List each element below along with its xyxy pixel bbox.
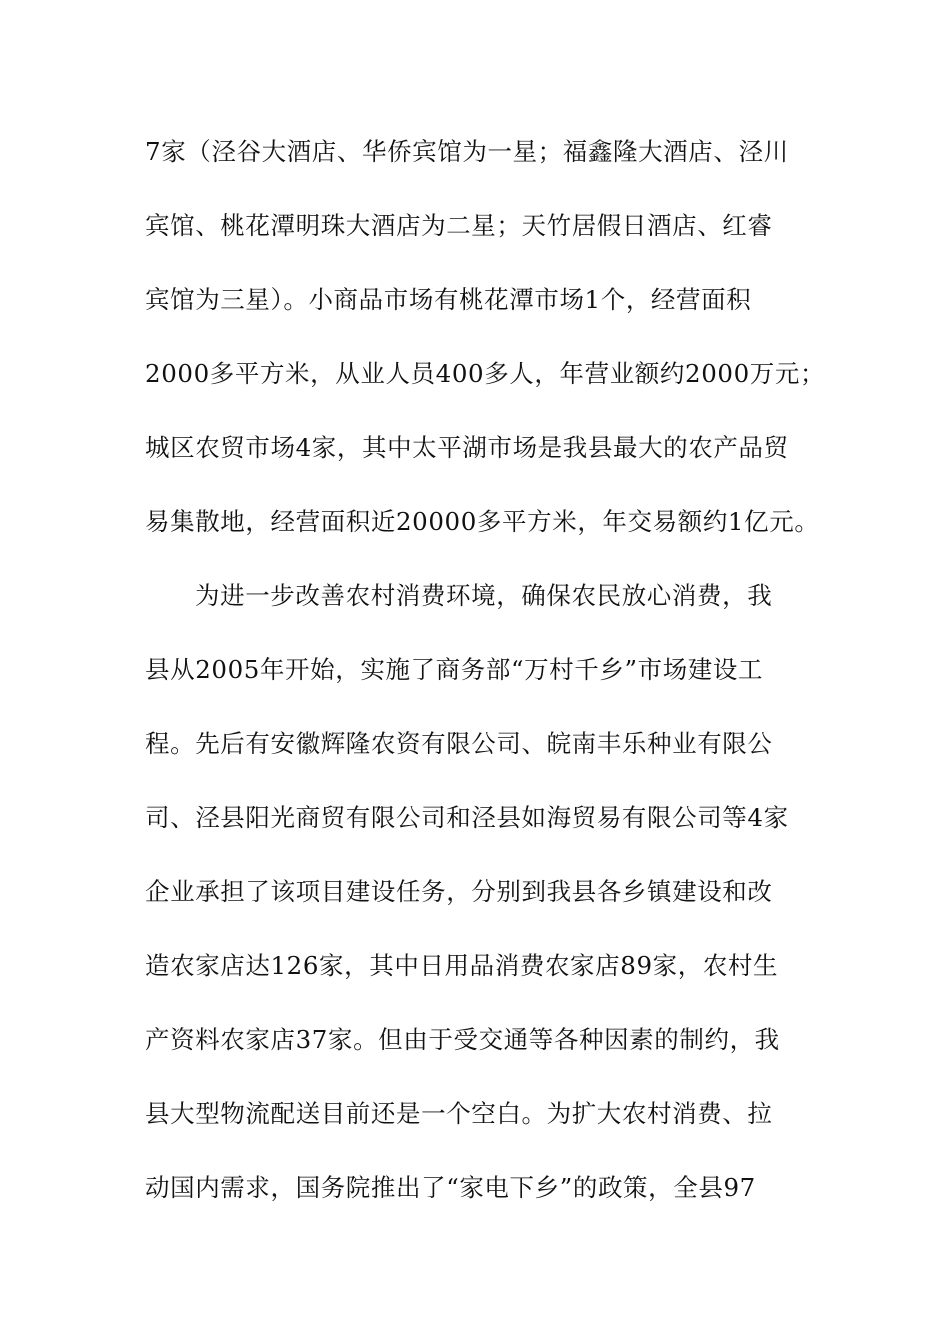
text-line: 动国内需求，国务院推出了“家电下乡”的政策，全县97 — [145, 1173, 756, 1202]
text-line: 企业承担了该项目建设任务，分别到我县各乡镇建设和改 — [145, 877, 773, 906]
paragraph-first-line: 为进一步改善农村消费环境，确保农民放心消费，我 — [195, 581, 773, 610]
text-line: 宾馆为三星）。小商品市场有桃花潭市场1个，经营面积 — [145, 285, 752, 314]
text-line: 程。先后有安徽辉隆农资有限公司、皖南丰乐种业有限公 — [145, 729, 773, 758]
text-line: 7家（泾谷大酒店、华侨宾馆为一星；福鑫隆大酒店、泾川 — [145, 137, 789, 166]
text-line: 司、泾县阳光商贸有限公司和泾县如海贸易有限公司等4家 — [145, 803, 789, 832]
text-line: 宾馆、桃花潭明珠大酒店为二星；天竹居假日酒店、红睿 — [145, 211, 773, 240]
text-line: 2000多平方米，从业人员400多人，年营业额约2000万元； — [145, 359, 826, 388]
text-line: 县大型物流配送目前还是一个空白。为扩大农村消费、拉 — [145, 1099, 773, 1128]
text-line: 城区农贸市场4家，其中太平湖市场是我县最大的农产品贸 — [145, 433, 789, 462]
text-line: 造农家店达126家，其中日用品消费农家店89家，农村生 — [145, 951, 779, 980]
text-line: 易集散地，经营面积近20000多平方米，年交易额约1亿元。 — [145, 507, 820, 536]
body-text — [145, 128, 825, 1238]
text-line: 产资料农家店37家。但由于受交通等各种因素的制约，我 — [145, 1025, 780, 1054]
text-line: 县从2005年开始，实施了商务部“万村千乡”市场建设工 — [145, 655, 764, 684]
